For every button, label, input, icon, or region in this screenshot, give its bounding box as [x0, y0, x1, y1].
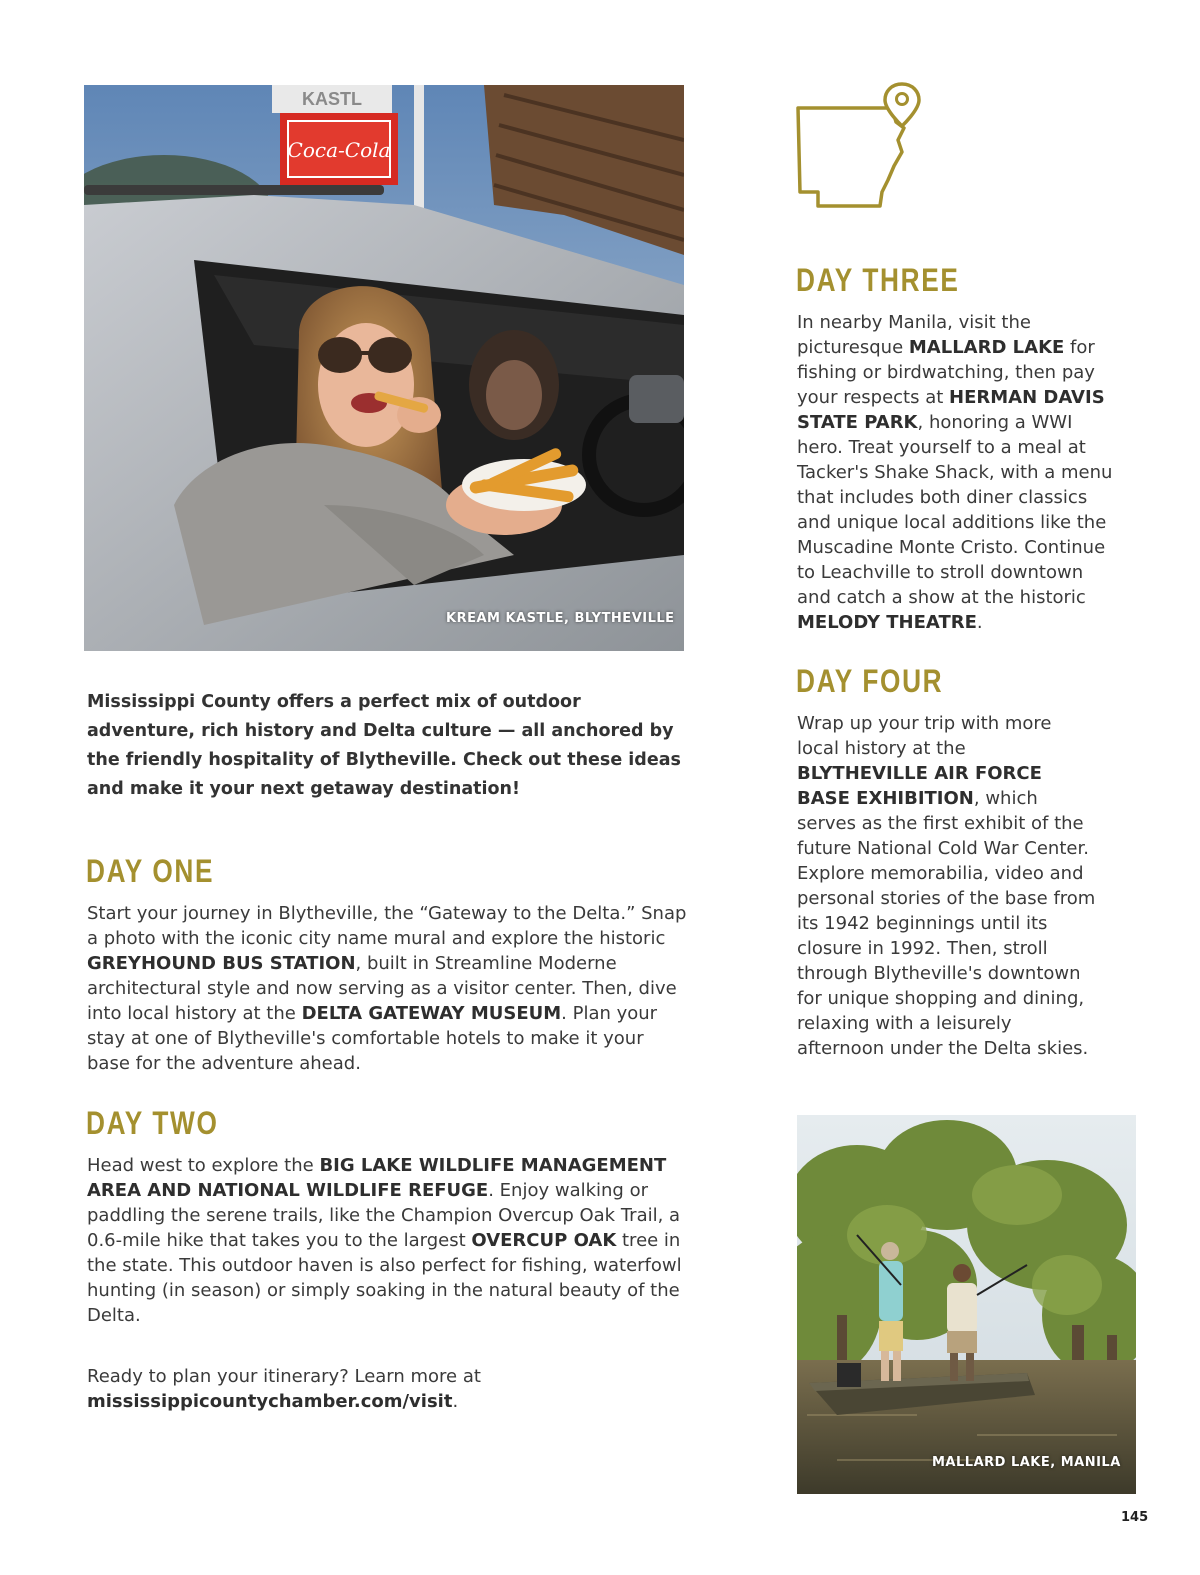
- delta-gateway-museum: DELTA GATEWAY MUSEUM: [301, 1003, 562, 1024]
- herman-davis-state-park: HERMAN DAVIS STATE PARK: [797, 387, 1105, 433]
- day-three-text: In nearby Manila, visit the picturesque MALLARD LAKE for fishing or birdwatching, then pay your respects at HERMAN DAVIS STATE PARK, honoring a WWI hero. Treat yourself to a meal at Tacker's Shake Shack, with a menu that includes both diner classics and unique local additions like the Muscadine Monte Cristo. Continue to Leachville to stroll downtown and catch a show at the historic MELODY THEATRE.: [797, 312, 1113, 633]
- overcup-oak: OVERCUP OAK: [471, 1230, 617, 1251]
- mallard-lake: MALLARD LAKE: [908, 337, 1065, 358]
- day-one-text: Start your journey in Blytheville, the “Gateway to the Delta.” Snap a photo with the iconic city name mural and explore the historic GREYHOUND BUS STATION, built in Streamline Moderne architectural style and now serving as a visitor center. Then, dive into local history at the DELTA GATEWAY MUSEUM. Plan your stay at one of Blytheville's comfortable hotels to make it your base for the adventure ahead.: [87, 903, 687, 1074]
- greyhound-bus-station: GREYHOUND BUS STATION: [87, 953, 356, 974]
- day-one-heading: DAY ONE: [86, 853, 215, 889]
- photo-caption-mallard-lake: MALLARD LAKE, MANILA: [932, 1455, 1121, 1470]
- woman-eating-fries-photo-icon: [84, 85, 684, 651]
- melody-theatre: MELODY THEATRE: [797, 612, 977, 633]
- day-four-heading: DAY FOUR: [796, 663, 944, 699]
- photo-caption-kream-kastle: KREAM KASTLE, BLYTHEVILLE: [446, 611, 675, 626]
- day-two-text: Head west to explore the BIG LAKE WILDLIFE MANAGEMENT AREA AND NATIONAL WILDLIFE REFUGE. Enjoy walking or paddling the serene trails, like the Champion Overcup Oak Trail, a 0.6-mile hike that takes you to the largest OVERCUP OAK tree in the state. This outdoor haven is also perfect for fishing, waterfowl hunting (in season) or simply soaking in the natural beauty of the Delta.: [87, 1155, 682, 1326]
- sign-kastle-text: KASTL: [302, 89, 362, 109]
- day-two-heading: DAY TWO: [86, 1105, 219, 1141]
- day-four-text: Wrap up your trip with more local history at the BLYTHEVILLE AIR FORCE BASE EXHIBITION, which serves as the first exhibit of the future National Cold War Center. Explore memorabilia, video and personal stories of the base from its 1942 beginnings until its closure in 1992. Then, stroll through Blytheville's downtown for unique shopping and dining, relaxing with a leisurely afternoon under the Delta skies.: [797, 713, 1096, 1059]
- chamber-visit-link[interactable]: mississippicountychamber.com/visit: [87, 1391, 453, 1412]
- day-three-heading: DAY THREE: [796, 262, 960, 298]
- photo-kream-kastle: [84, 85, 684, 651]
- intro-paragraph: Mississippi County offers a perfect mix of outdoor adventure, rich history and Delta culture — all anchored by the friendly hospitality of Blytheville. Check out these ideas and make it your next getaway destination!: [87, 692, 681, 799]
- big-lake-wildlife-area: BIG LAKE WILDLIFE MANAGEMENT AREA AND NATIONAL WILDLIFE REFUGE: [87, 1155, 667, 1201]
- closing-paragraph: Ready to plan your itinerary? Learn more at mississippicountychamber.com/visit.: [87, 1366, 481, 1412]
- arkansas-map-pin-icon: [790, 80, 925, 215]
- fishermen-boat-photo-icon: [797, 1115, 1136, 1494]
- page-number: 145: [1121, 1510, 1149, 1525]
- blytheville-air-force-base-exhibition: BLYTHEVILLE AIR FORCE BASE EXHIBITION: [797, 763, 1042, 809]
- photo-mallard-lake: [797, 1115, 1136, 1494]
- coca-cola-sign-text: Coca-Cola: [287, 138, 391, 162]
